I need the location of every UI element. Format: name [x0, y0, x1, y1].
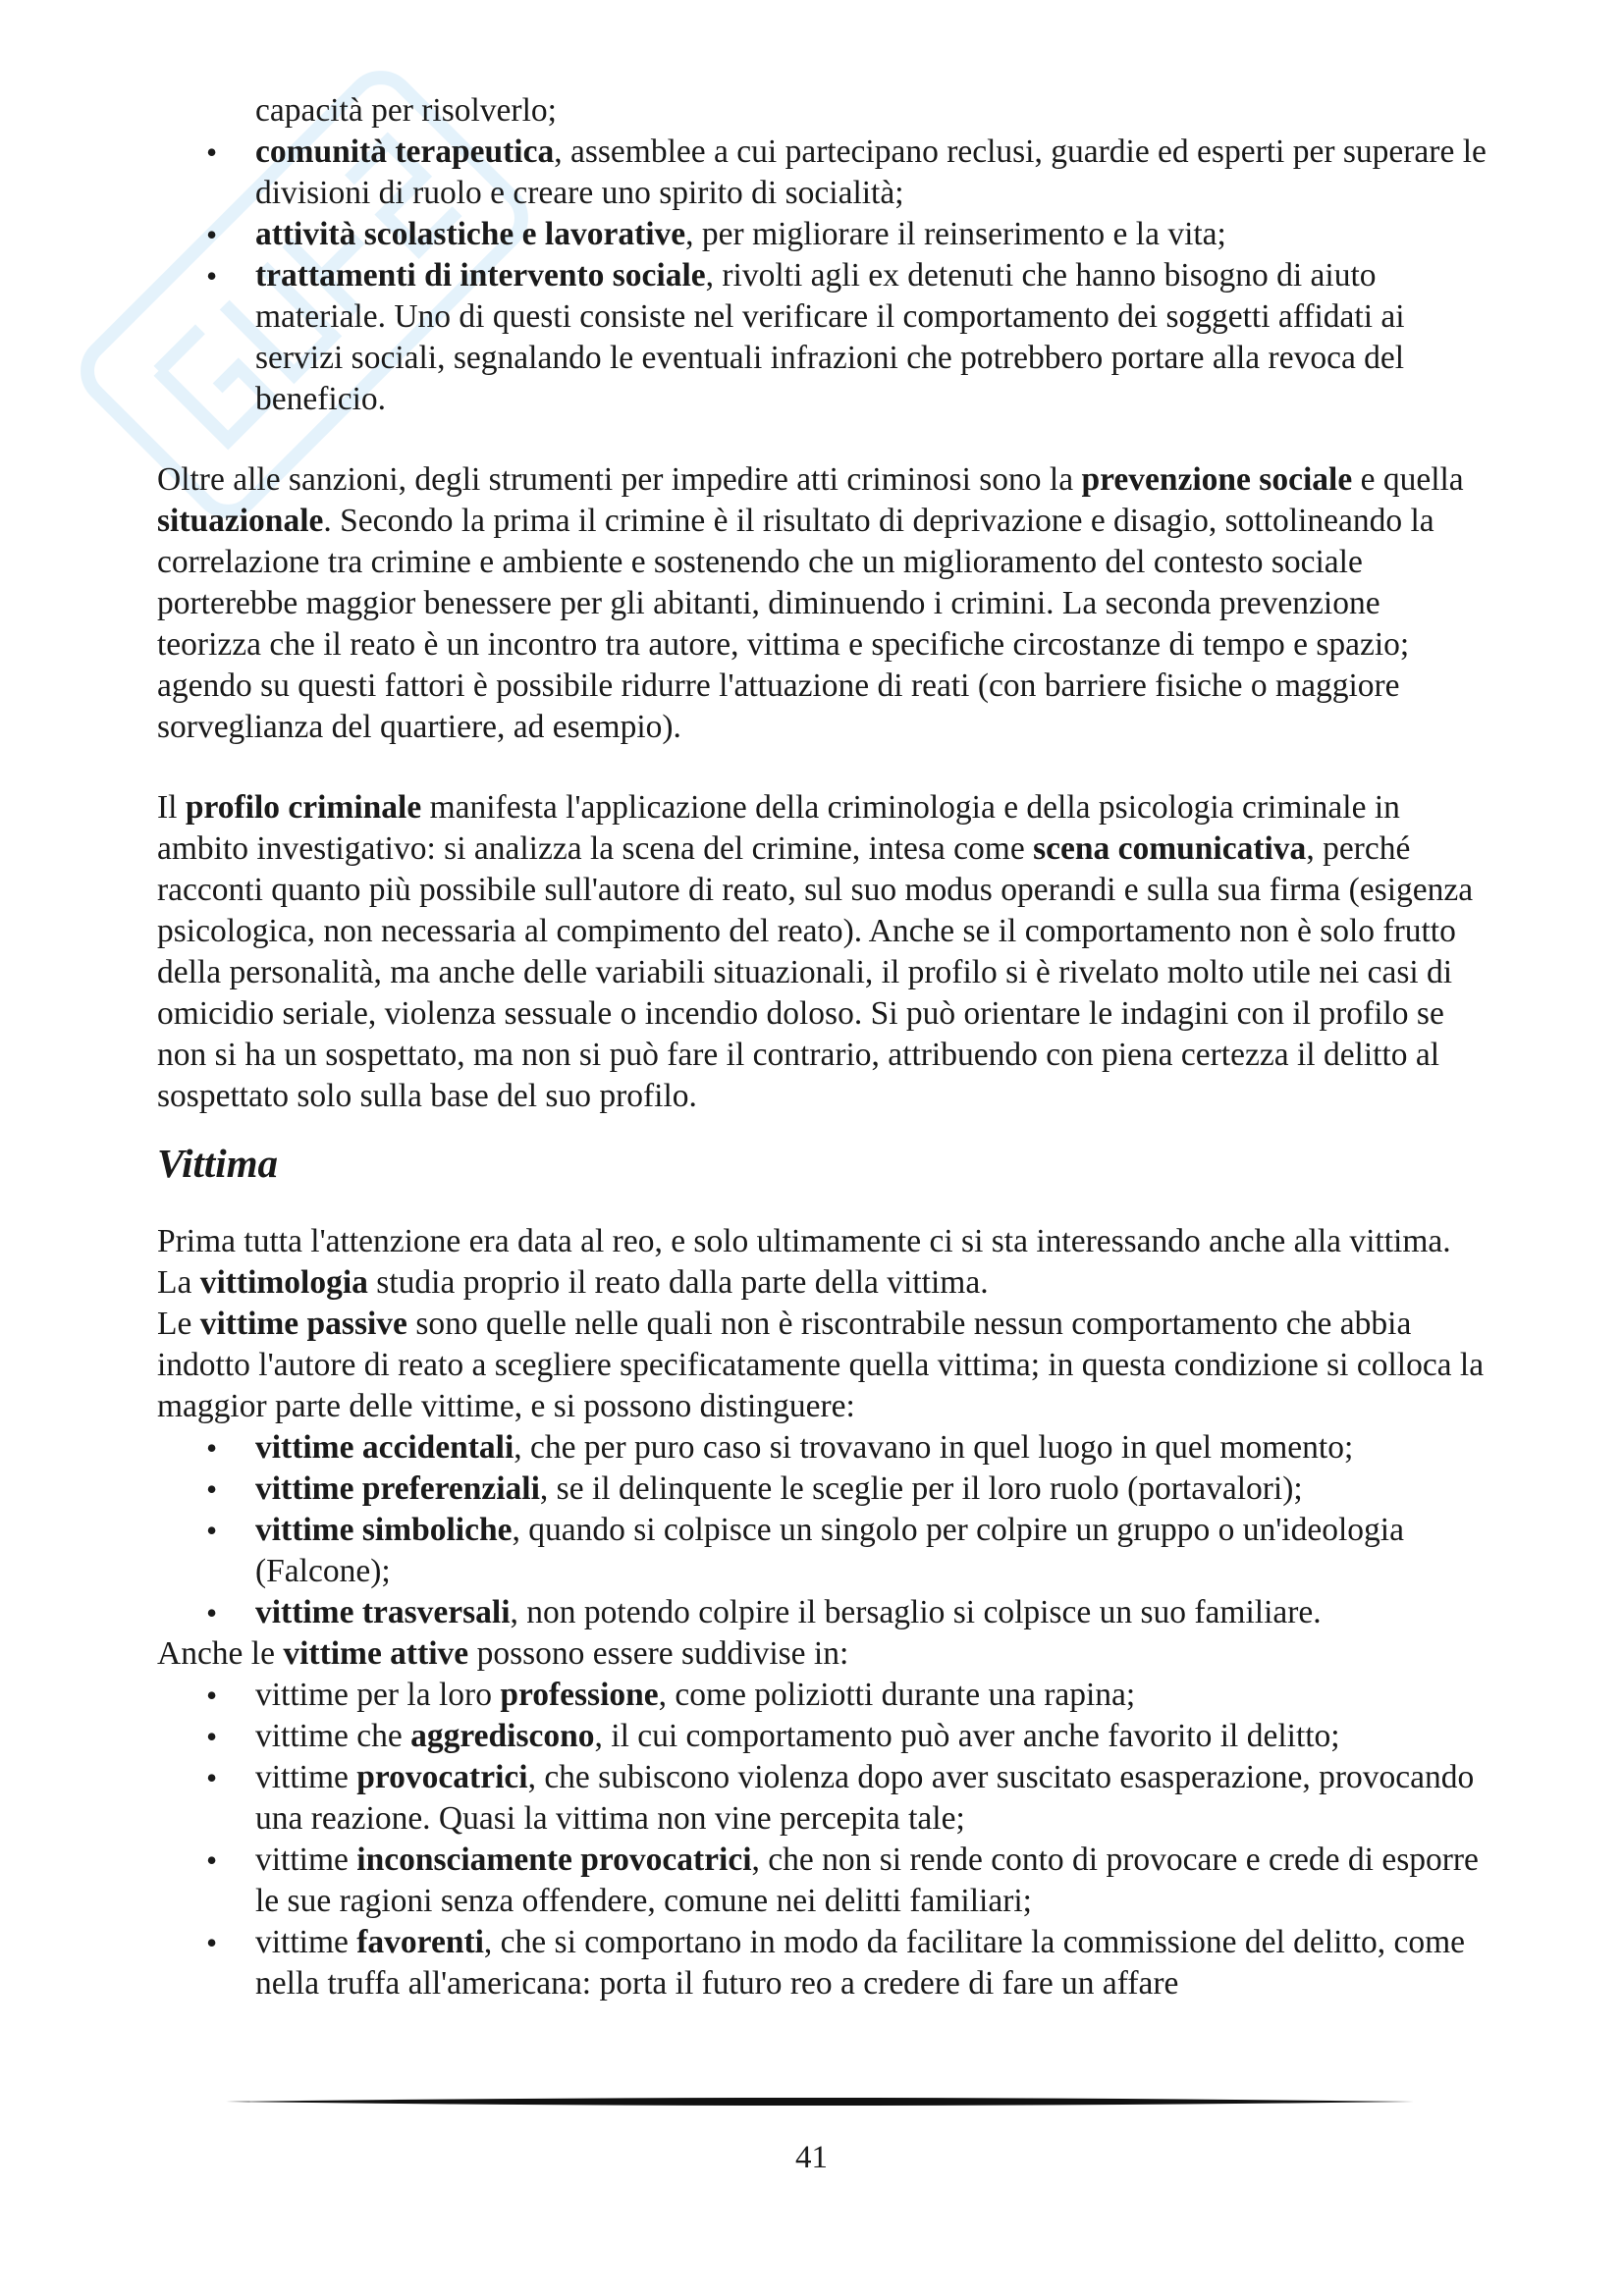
prevention-paragraph: Oltre alle sanzioni, degli strumenti per impedire atti criminosi sono la prevenzione sociale e quella situazionale. Secondo la prima il crimine è il risultato di deprivazione e disagio, sottolineando la correlazione tra crimine e ambiente e sostenendo che un miglioramento del contesto sociale porterebbe maggior benessere per gli abitanti, diminuendo i crimini. La seconda prevenzione teorizza che il reato è un incontro tra autore, vittima e specifiche circostanze di tempo e spazio; agendo su questi fattori è possibile ridurre l'attuazione di reati (con barriere fisiche o maggiore sorveglianza del quartiere, ad esempio).	[157, 461, 1464, 745]
passive-intro-paragraph: Le vittime passive sono quelle nelle quali non è riscontrabile nessun comportamento che abbia indotto l'autore di reato a scegliere specificatamente quella vittima; in questa condizione si colloca la maggior parte delle vittime, e si possono distinguere:	[157, 1306, 1485, 1424]
victim-intro-paragraph: Prima tutta l'attenzione era data al reo, e solo ultimamente ci si sta interessando anche alla vittima. La vittimologia studia proprio il reato dalla parte della vittima.	[157, 1223, 1451, 1301]
list-item: • trattamenti di intervento sociale, rivolti agli ex detenuti che hanno bisogno di aiuto materiale. Uno di questi consiste nel verificare il comportamento dei soggetti affidati ai servizi sociali, segnalando le eventuali infrazioni che potrebbero portare alla revoca del beneficio.	[157, 255, 1488, 420]
list-item: • vittime per la loro professione, come poliziotti durante una rapina;	[157, 1675, 1488, 1716]
section-title: Vittima	[157, 1141, 279, 1186]
active-victims-list	[157, 1675, 1488, 2004]
footer-divider	[226, 2095, 1414, 2109]
list-item: • vittime inconsciamente provocatrici, che non si rende conto di provocare e crede di esporre le sue ragioni senza offendere, comune nei delitti familiari;	[157, 1840, 1488, 1922]
list-item: • vittime provocatrici, che subiscono violenza dopo aver suscitato esasperazione, provocando una reazione. Quasi la vittima non vine percepita tale;	[157, 1757, 1488, 1840]
document-body	[157, 90, 1488, 2004]
intro-list	[157, 90, 1488, 420]
list-item: • attività scolastiche e lavorative, per migliorare il reinserimento e la vita;	[157, 214, 1488, 255]
active-intro-paragraph: Anche le vittime attive possono essere suddivise in:	[157, 1635, 849, 1672]
list-item: capacità per risolverlo;	[255, 92, 557, 129]
page-number: 41	[795, 2140, 828, 2175]
passive-victims-list	[157, 1427, 1488, 1633]
list-item: • vittime favorenti, che si comportano in modo da facilitare la commissione del delitto, come nella truffa all'americana: porta il futuro reo a credere di fare un affare	[157, 1922, 1488, 2004]
list-item: • vittime preferenziali, se il delinquente le sceglie per il loro ruolo (portavalori);	[157, 1468, 1488, 1510]
list-item: • vittime che aggrediscono, il cui comportamento può aver anche favorito il delitto;	[157, 1716, 1488, 1757]
list-item: • vittime trasversali, non potendo colpire il bersaglio si colpisce un suo familiare.	[157, 1592, 1488, 1633]
list-item: • comunità terapeutica, assemblee a cui partecipano reclusi, guardie ed esperti per superare le divisioni di ruolo e creare uno spirito di socialità;	[157, 132, 1488, 214]
list-item: • vittime simboliche, quando si colpisce un singolo per colpire un gruppo o un'ideologia (Falcone);	[157, 1510, 1488, 1592]
list-item: • vittime accidentali, che per puro caso si trovavano in quel luogo in quel momento;	[157, 1427, 1488, 1468]
profile-paragraph: Il profilo criminale manifesta l'applicazione della criminologia e della psicologia criminale in ambito investigativo: si analizza la scena del crimine, intesa come scena comunicativa, perché racconti quanto più possibile sull'autore di reato, sul suo modus operandi e sulla sua firma (esigenza psicologica, non necessaria al compimento del reato). Anche se il comportamento non è solo frutto della personalità, ma anche delle variabili situazionali, il profilo si è rivelato molto utile nei casi di omicidio seriale, violenza sessuale o incendio doloso. Si può orientare le indagini con il profilo se non si ha un sospettato, ma non si può fare il contrario, attribuendo con piena certezza il delitto al sospettato solo sulla base del suo profilo.	[157, 789, 1474, 1114]
